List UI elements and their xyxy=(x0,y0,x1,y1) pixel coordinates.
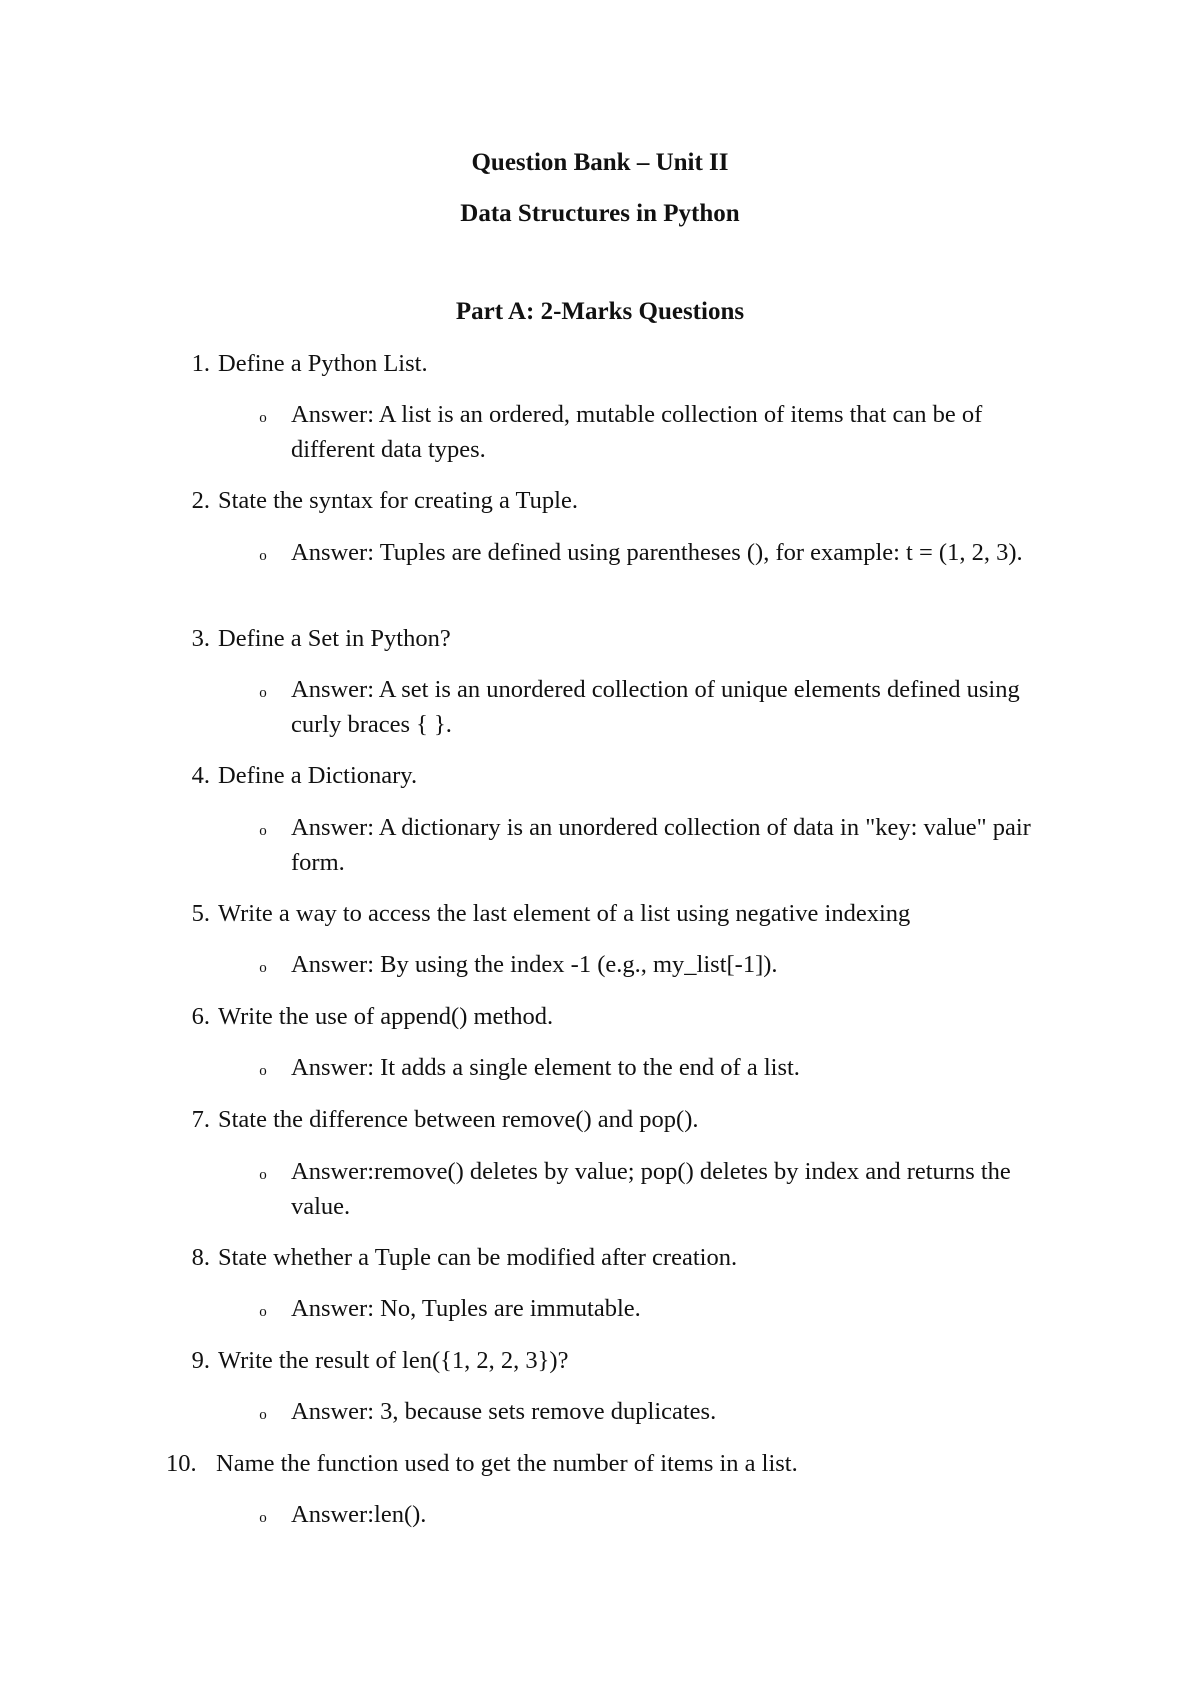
bullet-icon: o xyxy=(259,1063,267,1079)
question-number: 3. xyxy=(191,625,210,652)
question-text: State the difference between remove() and pop(). xyxy=(218,1106,699,1133)
question-text: Write a way to access the last element of a list using negative indexing xyxy=(218,900,911,927)
question-number: 4. xyxy=(191,762,210,789)
answer-text: Answer: A set is an unordered collection of unique elements defined using curly braces { }. xyxy=(291,676,1020,738)
bullet-icon: o xyxy=(259,1304,267,1320)
question-text: State the syntax for creating a Tuple. xyxy=(218,487,578,514)
bullet-icon: o xyxy=(259,410,267,426)
answer-text: Answer: No, Tuples are immutable. xyxy=(291,1295,641,1322)
bullet-icon: o xyxy=(259,685,267,701)
bullet-icon: o xyxy=(259,960,267,976)
answer-text: Answer: Tuples are defined using parentheses (), for example: t = (1, 2, 3). xyxy=(291,539,1023,566)
answer-text: Answer:remove() deletes by value; pop() deletes by index and returns the value. xyxy=(291,1158,1011,1220)
answer-text: Answer: 3, because sets remove duplicates. xyxy=(291,1398,717,1425)
bullet-icon: o xyxy=(259,1167,267,1183)
answer-text: Answer: It adds a single element to the end of a list. xyxy=(291,1054,800,1081)
question-number: 7. xyxy=(191,1106,210,1133)
answer-text: Answer: By using the index -1 (e.g., my_list[-1]). xyxy=(291,951,778,978)
question-text: Write the use of append() method. xyxy=(218,1003,554,1030)
question-text: Define a Set in Python? xyxy=(218,625,451,652)
part-title: Part A: 2-Marks Questions xyxy=(455,298,745,325)
bullet-icon: o xyxy=(259,1407,267,1423)
question-text: Define a Dictionary. xyxy=(218,762,418,789)
question-text: State whether a Tuple can be modified after creation. xyxy=(218,1244,738,1271)
question-number: 2. xyxy=(191,487,210,514)
question-number: 5. xyxy=(191,900,210,927)
bullet-icon: o xyxy=(259,1510,267,1526)
question-number: 8. xyxy=(191,1244,210,1271)
question-text: Define a Python List. xyxy=(218,350,428,377)
document-subtitle: Data Structures in Python xyxy=(460,200,740,227)
question-text: Name the function used to get the number of items in a list. xyxy=(216,1450,798,1477)
answer-text: Answer: A list is an ordered, mutable collection of items that can be of different data types. xyxy=(291,401,983,463)
document-title: Question Bank – Unit II xyxy=(471,149,729,176)
answer-text: Answer:len(). xyxy=(291,1501,427,1528)
question-number: 1. xyxy=(191,350,210,377)
answer-text: Answer: A dictionary is an unordered collection of data in "key: value" pair form. xyxy=(291,814,1031,876)
question-number: 6. xyxy=(191,1003,210,1030)
bullet-icon: o xyxy=(259,823,267,839)
bullet-icon: o xyxy=(259,548,267,564)
question-text: Write the result of len({1, 2, 2, 3})? xyxy=(218,1347,569,1374)
question-number: 10. xyxy=(166,1450,197,1477)
question-number: 9. xyxy=(191,1347,210,1374)
